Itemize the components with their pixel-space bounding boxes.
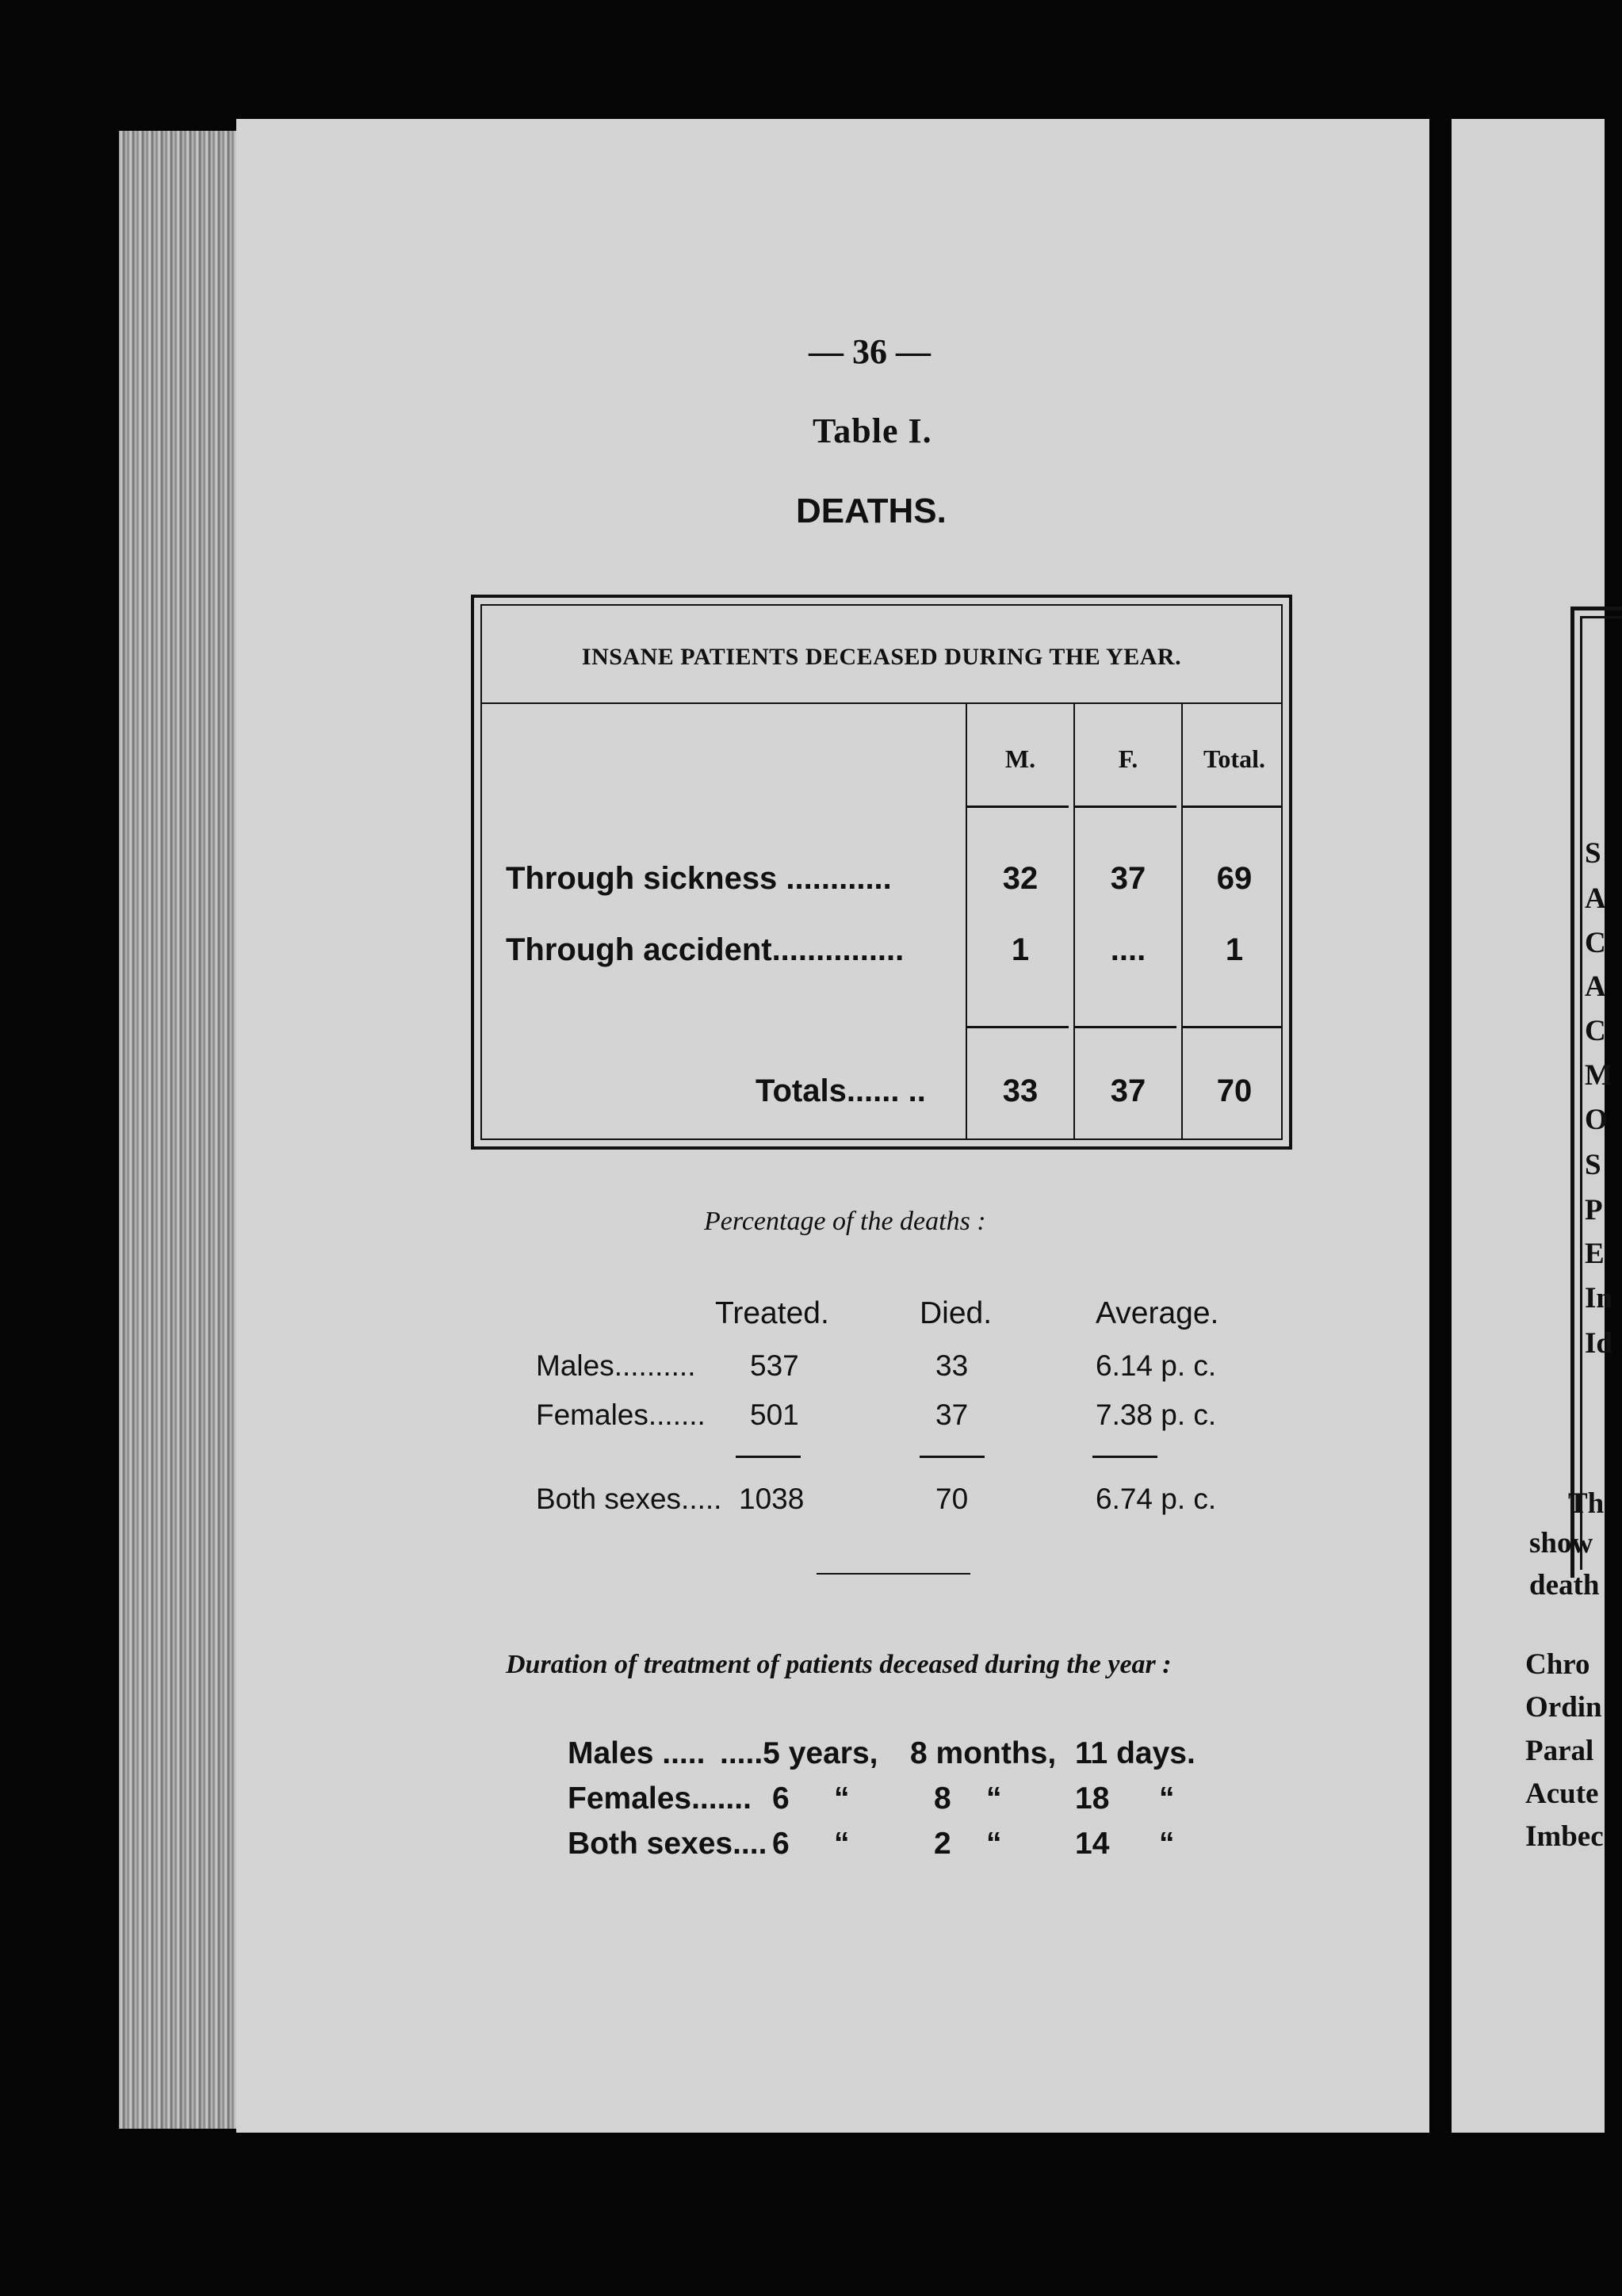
column-header-rule <box>1075 806 1176 808</box>
section-title: DEATHS. <box>796 492 947 530</box>
cell-value: 1 <box>1011 932 1030 967</box>
cell-value: 70 <box>1216 1073 1253 1108</box>
column-header-rule <box>1183 806 1281 808</box>
heading-rule <box>482 702 1281 704</box>
facing-row-initial: M <box>1585 1059 1612 1092</box>
facing-row-initial: S <box>1585 1149 1601 1181</box>
percentage-total-label: Both sexes..... <box>536 1483 722 1515</box>
ditto-mark: “ <box>1159 1781 1175 1816</box>
section-divider <box>817 1573 970 1575</box>
percentage-row-label: Females....... <box>536 1399 706 1431</box>
book-page-edges <box>119 131 243 2129</box>
cell-value: 33 <box>1002 1073 1039 1108</box>
facing-row-initial: S <box>1585 837 1601 870</box>
sum-rule <box>1075 1026 1176 1028</box>
facing-text-line: Th <box>1568 1487 1605 1520</box>
facing-row-initial: Id <box>1585 1327 1612 1360</box>
facing-text-line: Acute <box>1525 1777 1599 1810</box>
duration-row-label: Males ..... <box>568 1736 706 1770</box>
duration-value: 14 <box>1075 1827 1110 1861</box>
ditto-mark: “ <box>1159 1827 1175 1861</box>
percentage-row-label: Males.......... <box>536 1349 696 1382</box>
duration-value: 6 <box>772 1781 790 1816</box>
percentage-value: 6.74 p. c. <box>1096 1483 1217 1515</box>
cell-value: 69 <box>1216 861 1253 896</box>
duration-value: 2 <box>934 1827 951 1861</box>
page-gutter <box>1429 119 1452 2133</box>
facing-text-line: Chro <box>1525 1648 1590 1681</box>
sum-rule <box>1092 1456 1157 1458</box>
column-header-total: Total. <box>1203 744 1265 773</box>
duration-value: 6 <box>772 1827 790 1861</box>
percentage-header-treated: Treated. <box>715 1296 829 1330</box>
cell-value: .... <box>1110 932 1146 967</box>
column-header-m: M. <box>1004 744 1036 773</box>
deaths-table-heading: INSANE PATIENTS DECEASED DURING THE YEAR. <box>581 644 1182 670</box>
column-header-f: F. <box>1118 744 1138 773</box>
sum-rule <box>967 1026 1069 1028</box>
page-number: — 36 — <box>809 332 931 371</box>
cell-value: 1 <box>1225 932 1244 967</box>
facing-row-initial: C <box>1585 927 1606 959</box>
facing-row-initial: P <box>1585 1194 1603 1226</box>
sum-rule <box>920 1456 985 1458</box>
row-label-totals: Totals...... .. <box>756 1073 926 1108</box>
duration-value: 8 <box>934 1781 951 1816</box>
percentage-value: 70 <box>935 1483 969 1515</box>
cell-value: 37 <box>1110 861 1146 896</box>
percentage-header-died: Died. <box>920 1296 993 1330</box>
ditto-mark: “ <box>834 1827 850 1861</box>
row-label-accident: Through accident............... <box>506 932 905 967</box>
percentage-title: Percentage of the deaths : <box>704 1207 986 1236</box>
facing-row-initial: A <box>1585 970 1606 1003</box>
duration-row-label: Both sexes.... <box>568 1827 767 1861</box>
facing-text-line: Ordin <box>1525 1691 1602 1724</box>
facing-row-initial: C <box>1585 1015 1606 1047</box>
facing-table-inner-border <box>1580 616 1622 1570</box>
facing-row-initial: E <box>1585 1238 1605 1270</box>
table-label: Table I. <box>813 411 932 450</box>
facing-page <box>1452 119 1612 2133</box>
facing-text-line: Paral <box>1525 1735 1594 1767</box>
duration-value: 8 months, <box>910 1736 1057 1770</box>
percentage-value: 33 <box>935 1349 969 1382</box>
deaths-table-inner-border <box>480 604 1283 1140</box>
facing-row-initial: In <box>1585 1282 1612 1314</box>
ditto-mark: “ <box>834 1781 850 1816</box>
duration-value: .....5 years, <box>720 1736 878 1770</box>
ditto-mark: “ <box>986 1781 1002 1816</box>
duration-value: 18 <box>1075 1781 1110 1816</box>
cell-value: 32 <box>1002 861 1039 896</box>
percentage-value: 7.38 p. c. <box>1096 1399 1217 1431</box>
row-label-sickness: Through sickness ............ <box>506 861 892 896</box>
column-header-rule <box>967 806 1069 808</box>
percentage-value: 501 <box>750 1399 799 1431</box>
percentage-value: 537 <box>750 1349 799 1382</box>
duration-row-label: Females....... <box>568 1781 752 1816</box>
facing-text-line: Imbec <box>1525 1820 1604 1853</box>
sum-rule <box>1183 1026 1281 1028</box>
percentage-value: 37 <box>935 1399 969 1431</box>
facing-text-line: show <box>1529 1527 1593 1559</box>
duration-title: Duration of treatment of patients deceased during the year : <box>506 1650 1172 1679</box>
sum-rule <box>736 1456 801 1458</box>
facing-row-initial: A <box>1585 882 1606 915</box>
facing-text-line: death <box>1529 1569 1600 1601</box>
duration-value: 11 days. <box>1075 1736 1195 1770</box>
deaths-table <box>471 595 1292 1150</box>
percentage-header-average: Average. <box>1096 1296 1219 1330</box>
ditto-mark: “ <box>986 1827 1002 1861</box>
cell-value: 37 <box>1110 1073 1146 1108</box>
facing-row-initial: O <box>1585 1104 1608 1136</box>
percentage-value: 6.14 p. c. <box>1096 1349 1217 1382</box>
percentage-value: 1038 <box>739 1483 805 1515</box>
